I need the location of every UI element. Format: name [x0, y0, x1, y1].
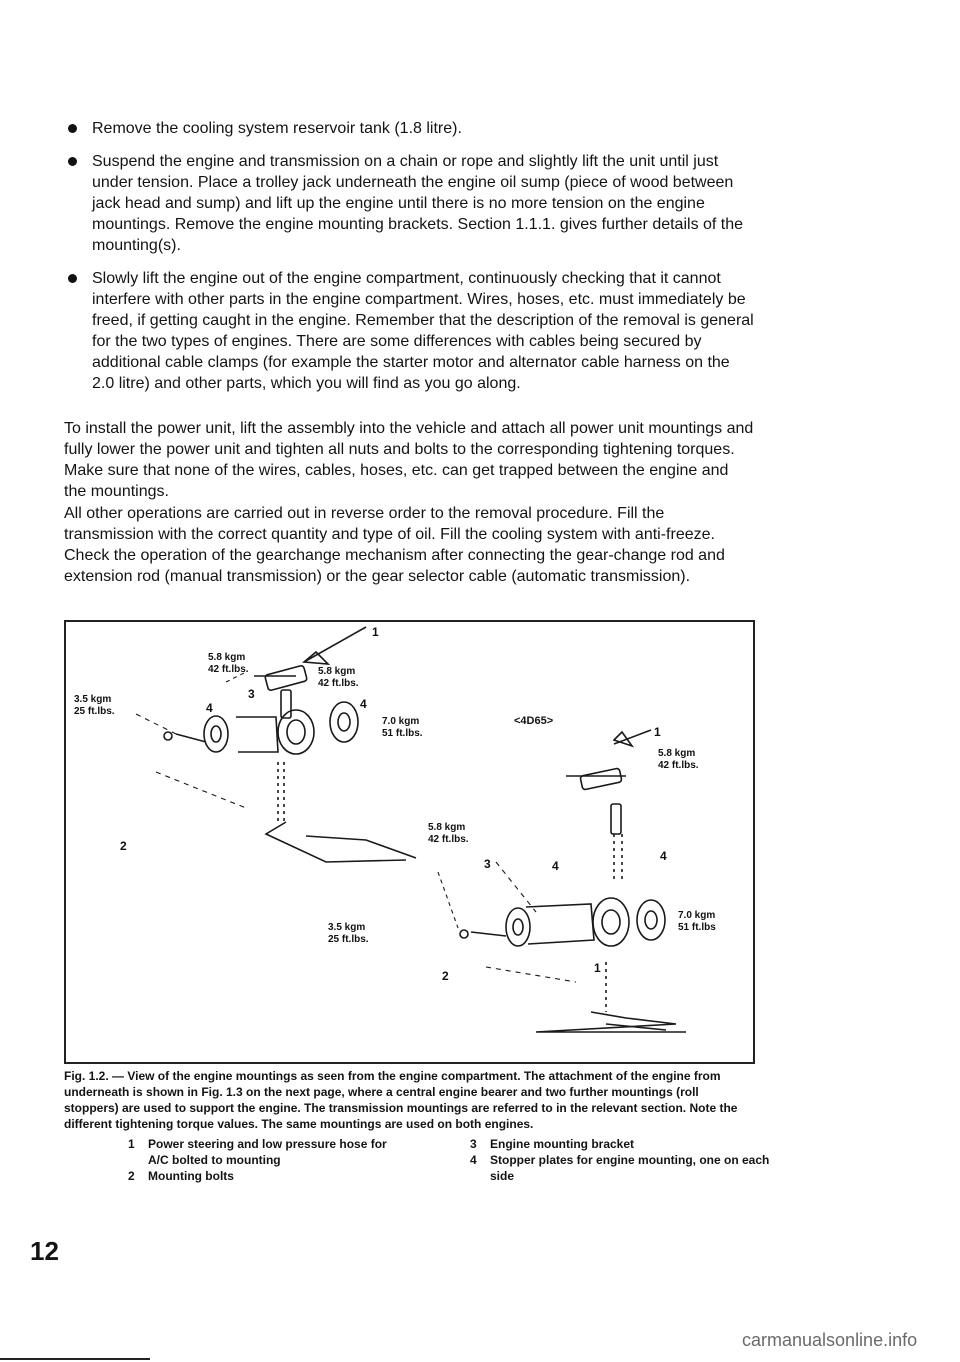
footer-rule — [0, 1358, 150, 1360]
torque-label: 5.8 kgm — [208, 652, 246, 663]
torque-label: 25 ft.lbs. — [74, 706, 115, 717]
bullet-item — [64, 268, 754, 394]
figure-legend-right — [470, 1136, 770, 1184]
legend-item — [128, 1168, 408, 1184]
bullet-dot-icon — [68, 274, 77, 283]
bullet-text: Suspend the engine and transmission on a chain or rope and slightly lift the unit until just under tension. Place a trolley jack underneath the engine oil sump (piece of wood between jack head and sump) and lift up the engine until there is no more tension on the engine mountings. Remove the engine mounting brackets. Section 1.1.1. gives further details of the mounting(s). — [92, 153, 744, 254]
bullet-text: Remove the cooling system reservoir tank (1.8 litre). — [92, 120, 462, 137]
torque-label: 3.5 kgm — [74, 694, 112, 705]
torque-label: 51 ft.lbs. — [382, 728, 423, 739]
part-number: 4 — [360, 697, 367, 711]
legend-text: Mounting bolts — [148, 1169, 234, 1183]
torque-label: 51 ft.lbs — [678, 922, 716, 933]
torque-label: 42 ft.lbs. — [208, 664, 249, 675]
legend-item — [470, 1136, 770, 1152]
torque-label: 42 ft.lbs. — [318, 678, 359, 689]
legend-text: Stopper plates for engine mounting, one on each side — [490, 1153, 770, 1183]
part-number: 4 — [660, 849, 667, 863]
reassembly-paragraph: All other operations are carried out in reverse order to the removal procedure. Fill the transmission with the correct quantity and type of oil. Fill the cooling system with anti-freeze. Check the operation of the gearchange mechanism after connecting the gear-change rod and extension rod (manual transmission) or the gear selector cable (automatic transmission). — [64, 505, 725, 585]
legend-number: 3 — [470, 1137, 477, 1151]
torque-label: 5.8 kgm — [658, 748, 696, 759]
torque-label: 5.8 kgm — [318, 666, 356, 677]
legend-text: Power steering and low pressure hose for A/C bolted to mounting — [148, 1137, 387, 1167]
bullet-list — [64, 118, 754, 406]
bullet-item — [64, 118, 754, 139]
part-number: 1 — [594, 961, 601, 975]
install-paragraph: To install the power unit, lift the assembly into the vehicle and attach all power unit mountings and fully lower the power unit and tighten all nuts and bolts to the corresponding tightening torques. Make sure that none of the wires, cables, hoses, etc. can get trapped between the engine and the mountings. — [64, 420, 754, 500]
part-number: 2 — [120, 839, 127, 853]
part-number: 1 — [372, 625, 379, 639]
bullet-dot-icon — [68, 124, 77, 133]
part-number: 4 — [552, 859, 559, 873]
engine-mounting-figure — [64, 620, 755, 1064]
legend-item — [470, 1152, 770, 1184]
engine-mounting-drawing — [66, 622, 753, 1062]
bullet-text: Slowly lift the engine out of the engine compartment, continuously checking that it cannot interfere with other parts in the engine compartment. Wires, hoses, etc. must immediately be freed, if getting caught in the engine. Remember that the description of the removal is general for the two types of engines. There are some differences with cables being secured by additional cable clamps (for example the starter motor and alternator cable harness on the 2.0 litre) and other parts, which you will find as you go along. — [92, 270, 754, 392]
part-number: 3 — [484, 857, 491, 871]
bullet-dot-icon — [68, 157, 77, 166]
torque-label: 25 ft.lbs. — [328, 934, 369, 945]
part-number: 4 — [206, 701, 213, 715]
legend-item — [128, 1136, 408, 1168]
legend-number: 1 — [128, 1137, 135, 1151]
part-number: 1 — [654, 725, 661, 739]
legend-text: Engine mounting bracket — [490, 1137, 635, 1151]
figure-tag: <4D65> — [514, 715, 554, 727]
torque-label: 7.0 kgm — [382, 716, 420, 727]
legend-number: 2 — [128, 1169, 135, 1183]
bullet-item — [64, 151, 754, 256]
torque-label: 3.5 kgm — [328, 922, 366, 933]
legend-number: 4 — [470, 1153, 477, 1167]
part-number: 2 — [442, 969, 449, 983]
part-number: 3 — [248, 687, 255, 701]
torque-label: 42 ft.lbs. — [658, 760, 699, 771]
torque-label: 42 ft.lbs. — [428, 834, 469, 845]
figure-caption: Fig. 1.2. — View of the engine mountings as seen from the engine compartment. The attachment of the engine from underneath is shown in Fig. 1.3 on the next page, where a central engine bearer and two further mountings (roll stoppers) are used to support the engine. The transmission mountings are referred to in the relevant section. Note the different tightening torque values. The same mountings are used on both engines. — [64, 1069, 738, 1131]
watermark: carmanualsonline.info — [742, 1330, 918, 1350]
torque-label: 5.8 kgm — [428, 822, 466, 833]
torque-label: 7.0 kgm — [678, 910, 716, 921]
page-number: 12 — [30, 1236, 59, 1266]
figure-legend-left — [128, 1136, 408, 1184]
